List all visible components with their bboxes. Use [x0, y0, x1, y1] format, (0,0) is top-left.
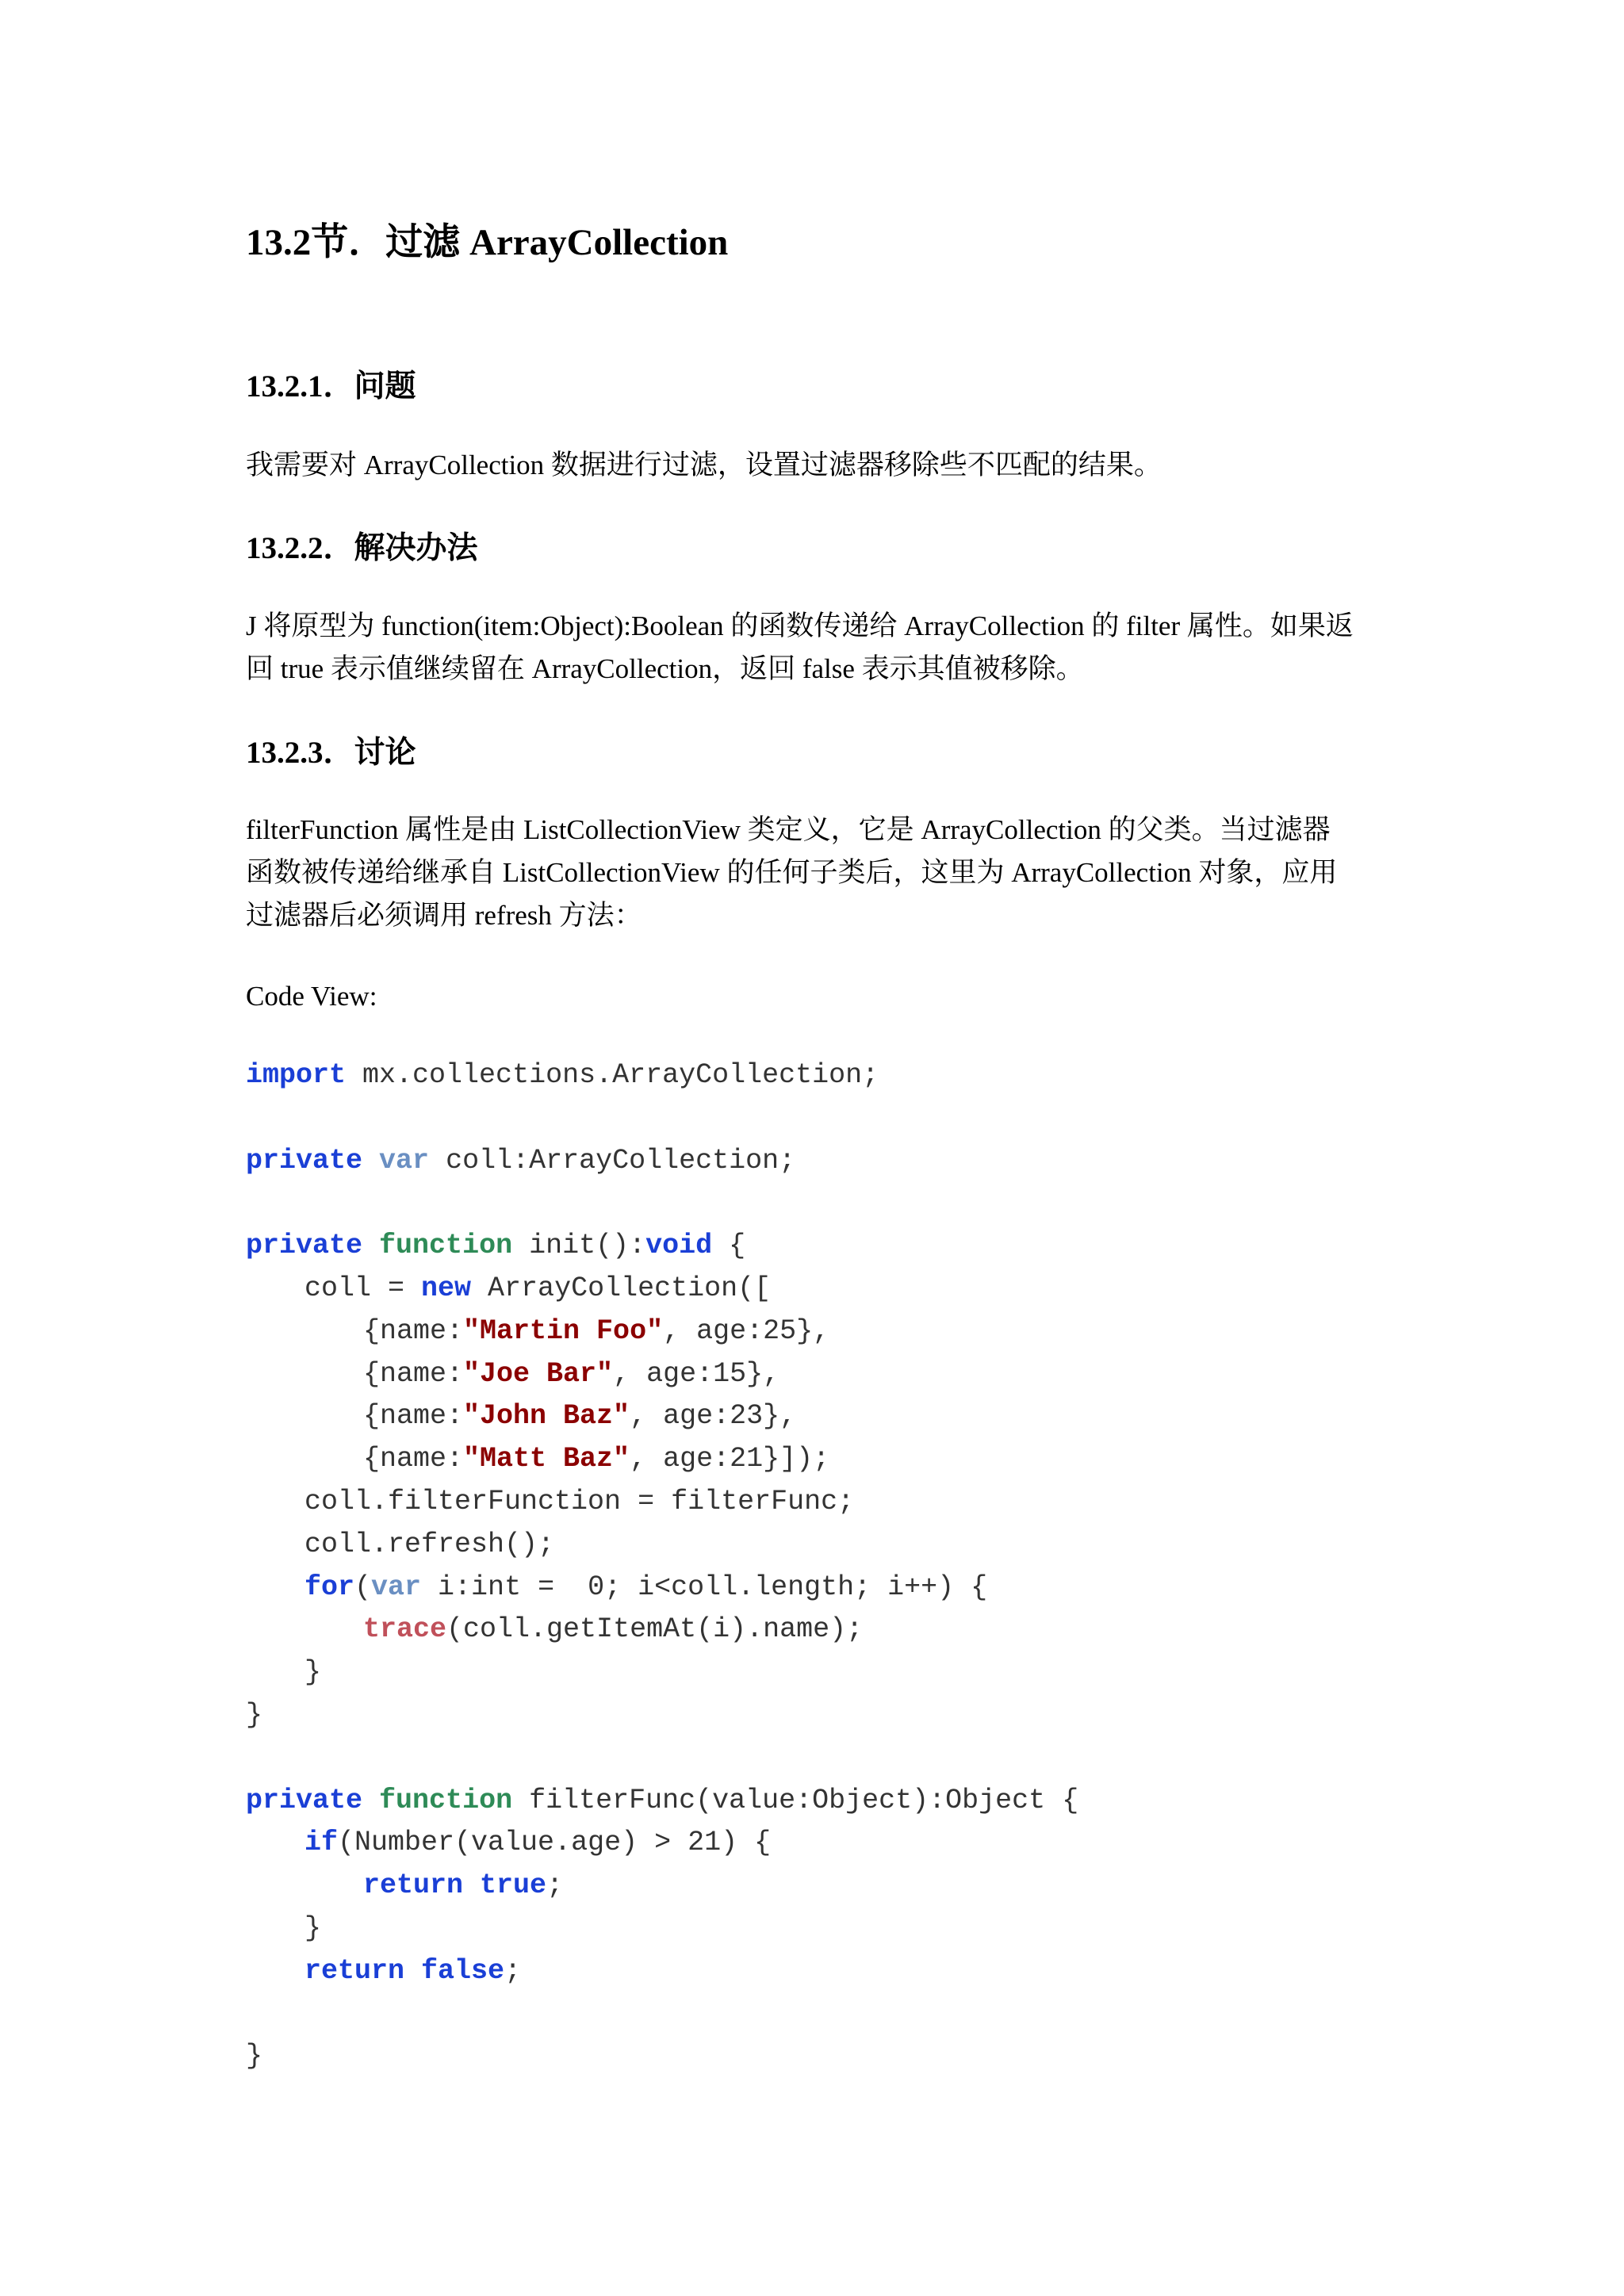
code-view-label: Code View:: [246, 981, 377, 1012]
code-line: trace(coll.getItemAt(i).name);: [363, 1613, 864, 1646]
text-line: J 将原型为 function(item:Object):Boolean 的函数传递给 ArrayCollection 的 filter 属性。如果返: [246, 610, 1354, 641]
code-line: {name:"Matt Baz", age:21}]);: [363, 1443, 830, 1475]
code-line: coll.filterFunction = filterFunc;: [304, 1485, 855, 1517]
code-line: private var coll:ArrayCollection;: [246, 1144, 796, 1177]
code-line: }: [304, 1656, 322, 1689]
code-block: [246, 1054, 1078, 2078]
code-line: private function filterFunc(value:Object):Object {: [246, 1784, 1079, 1816]
code-line: {name:"Martin Foo", age:25},: [363, 1314, 830, 1347]
code-line: }: [246, 1698, 263, 1731]
code-line: }: [246, 2040, 263, 2072]
code-line: coll.refresh();: [304, 1528, 555, 1560]
code-line: coll = new ArrayCollection([: [304, 1272, 772, 1304]
text-line: 过滤器后必须调用 refresh 方法：: [246, 900, 642, 931]
subsection-heading-discussion: 13.2.3．讨论: [246, 736, 416, 770]
subsection-heading-problem: 13.2.1．问题: [246, 369, 416, 404]
code-line: import mx.collections.ArrayCollection;: [246, 1059, 879, 1091]
code-line: }: [304, 1911, 322, 1944]
text-line: filterFunction 属性是由 ListCollectionView 类定义，它是 ArrayCollection 的父类。当过滤器: [246, 814, 1331, 845]
code-line: return false;: [304, 1954, 522, 1987]
section-title: 13.2节．过滤 ArrayCollection: [246, 222, 729, 263]
code-line: private function init():void {: [246, 1230, 746, 1262]
subsection-heading-solution: 13.2.2．解决办法: [246, 531, 478, 565]
code-line: {name:"Joe Bar", age:15},: [363, 1357, 780, 1390]
code-line: if(Number(value.age) > 21) {: [304, 1827, 772, 1859]
code-line: {name:"John Baz", age:23},: [363, 1400, 797, 1433]
code-line: return true;: [363, 1869, 564, 1902]
solution-paragraph: [246, 605, 1380, 691]
text-line: 回 true 表示值继续留在 ArrayCollection，返回 false 表示其值被移除。: [246, 653, 1084, 684]
discussion-paragraph: [246, 809, 1380, 937]
text-line: 函数被传递给继承自 ListCollectionView 的任何子类后，这里为 ArrayCollection 对象，应用: [246, 857, 1338, 888]
code-line: for(var i:int = 0; i<coll.length; i++) {: [304, 1571, 988, 1603]
problem-paragraph: [246, 444, 1380, 487]
text-line: 我需要对 ArrayCollection 数据进行过滤，设置过滤器移除些不匹配的结果。: [246, 450, 1162, 480]
